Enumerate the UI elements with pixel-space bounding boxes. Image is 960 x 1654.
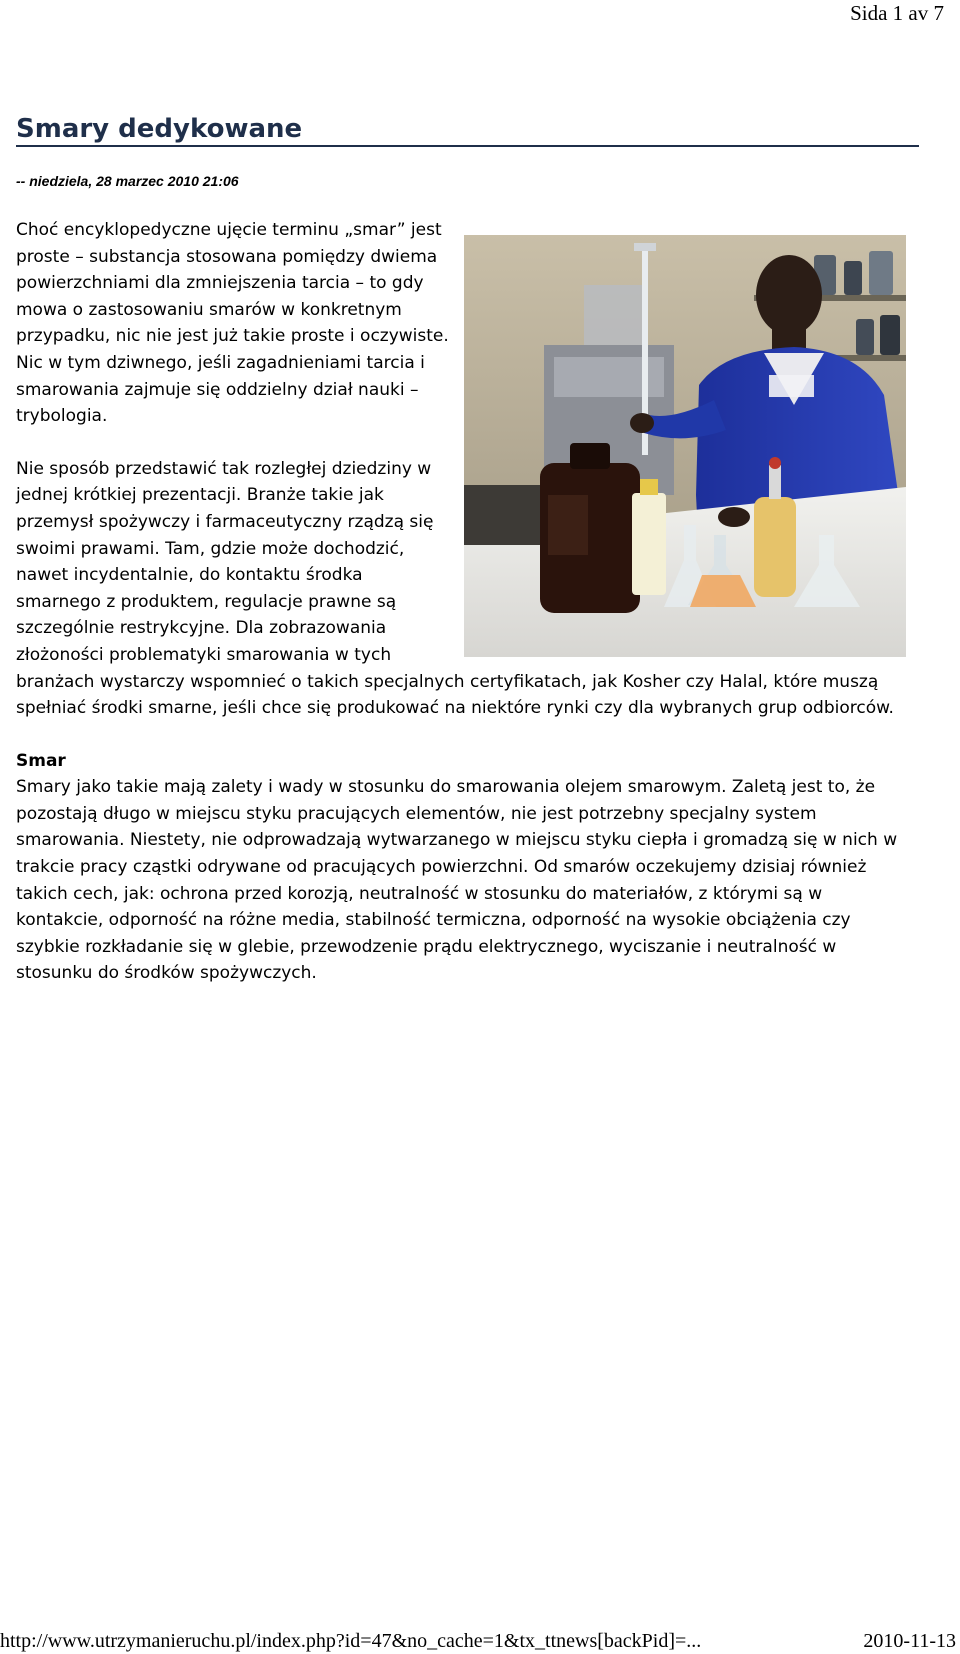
paragraph-industries: Nie sposób przedstawić tak rozległej dziedziny w jednej krótkiej prezentacji. Branże takie jak przemysł spożywczy i farmaceutyczny rządzą się swoimi prawami. Tam, gdzie może dochodzić, nawet incydentalnie, do kontaktu środka smarnego z produktem, regulacje prawne są szczególnie restrykcyjne. Dla zobrazowania złożoności problematyki smarowania w tych branżach wystarczy wspomnieć o takich specjalnych certyfikatach, jak Kosher czy Halal, które muszą spełniać środki smarne, jeśli chce się produkować na niektóre rynki czy dla wybranych grup odbiorców. (16, 458, 894, 719)
paragraph-smar: Smary jako takie mają zalety i wady w stosunku do smarowania olejem smarowym. Zaletą jest to, że pozostają długo w miejscu styku pracujących elementów, nie jest potrzebny specjalny system smarowania. Niestety, nie odprowadzają wytwarzanego w miejscu styku ciepła i gromadzą się w nich w trakcie pracy cząstki odrywane od pracujących powierzchni. Od smarów oczekujemy dzisiaj również takich cech, jak: ochrona przed korozją, neutralność w stosunku do materiałów, z którymi są w kontakcie, odporność na różne media, stabilność termiczna, odporność na wysokie obciążenia czy szybkie rozkładanie się w glebie, przewodzenie prądu elektrycznego, wyciszanie i neutralność w stosunku do środków spożywczych. (16, 777, 898, 984)
article-title-bar (16, 113, 919, 147)
article-body (16, 217, 906, 987)
paragraph-intro: Choć encyklopedyczne ujęcie terminu „smar” jest proste – substancja stosowana pomiędzy dwiema powierzchniami dla zmniejszenia tarcia – to gdy mowa o zastosowaniu smarów w konkretnym przypadku, nic nie jest już takie proste i oczywiste. Nic w tym dziwnego, jeśli zagadnieniami tarcia i smarowania zajmuje się oddzielny dział nauki – trybologia. (16, 220, 449, 427)
section-heading-smar: Smar (16, 750, 66, 771)
footer-date: 2010-11-13 (863, 1630, 956, 1652)
page-number: Sida 1 av 7 (850, 1, 944, 25)
footer-url: http://www.utrzymanieruchu.pl/index.php?id=47&no_cache=1&tx_ttnews[backPid]=... (0, 1630, 702, 1652)
article-date: -- niedziela, 28 marzec 2010 21:06 (16, 173, 239, 189)
article-title: Smary dedykowane (16, 114, 303, 144)
laboratory-photo (464, 235, 906, 657)
laboratory-photo-graphic (464, 235, 906, 657)
